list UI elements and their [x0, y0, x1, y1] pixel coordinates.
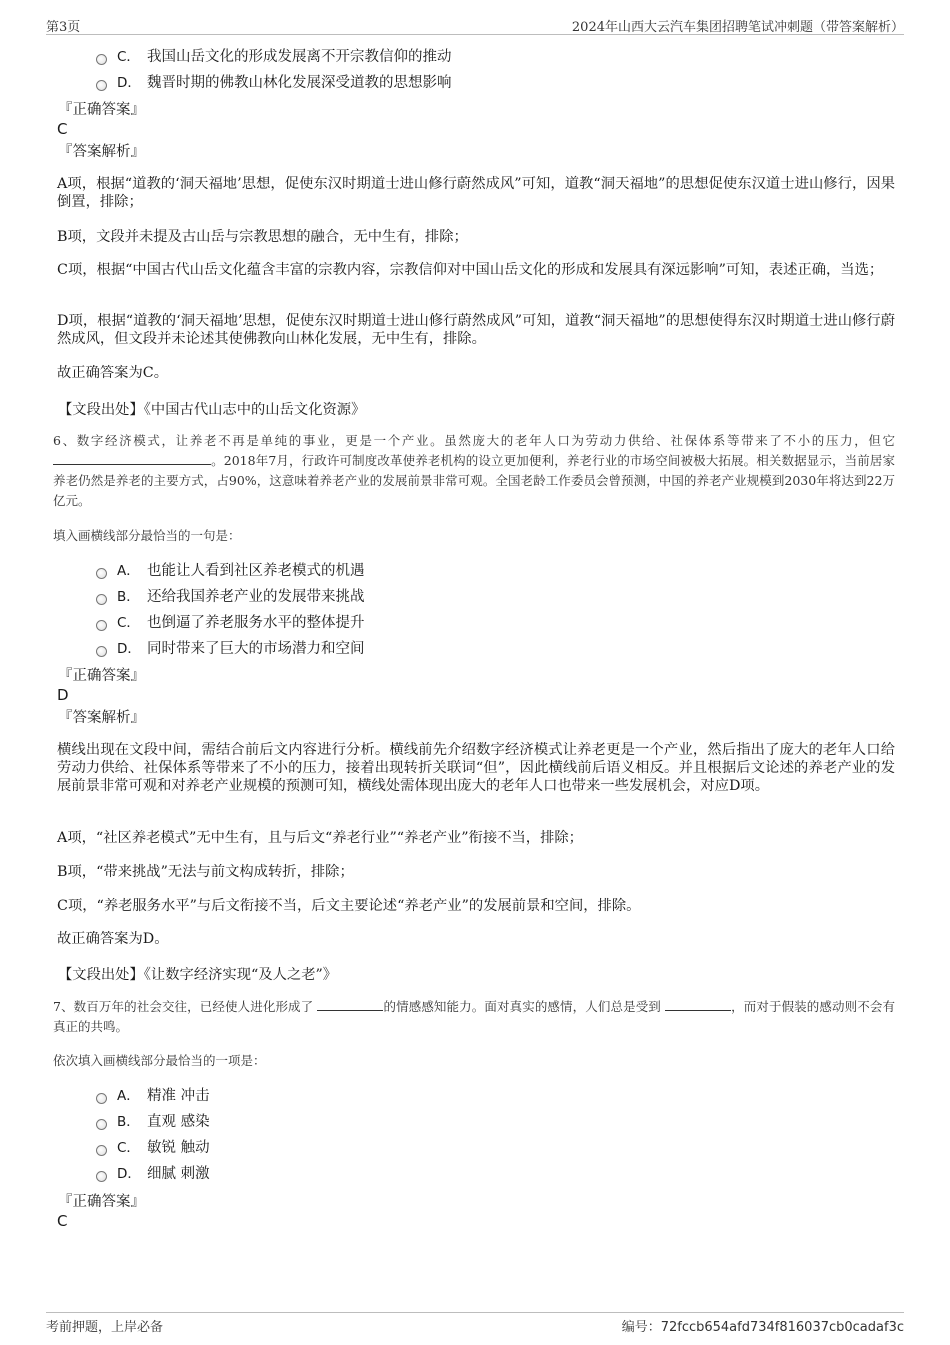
blank-line: [53, 452, 211, 465]
q6-option-a[interactable]: A． 也能让人看到社区养老模式的机遇: [96, 561, 365, 581]
q5-answer-label: 『正确答案』: [58, 102, 145, 118]
q6-analysis-label: 『答案解析』: [58, 710, 145, 726]
q5-analysis-c: C项，根据“中国古代山岳文化蕴含丰富的宗教内容，宗教信仰对中国山岳文化的形成和发展具有深远影响”可知，表述正确，当选；: [57, 262, 884, 278]
q7-option-b[interactable]: B． 直观 感染: [96, 1112, 210, 1132]
q7-answer-label: 『正确答案』: [58, 1194, 145, 1210]
q5-option-d[interactable]: D． 魏晋时期的佛教山林化发展深受道教的思想影响: [96, 73, 452, 93]
q6-analysis-b: B项，“带来挑战”无法与前文构成转折，排除；: [57, 864, 354, 880]
page-number: 第3页: [46, 20, 81, 35]
q6-conclusion: 故正确答案为D。: [57, 931, 169, 947]
radio-icon[interactable]: [96, 1171, 107, 1182]
q5-conclusion: 故正确答案为C。: [57, 365, 169, 381]
page-footer: [46, 1312, 904, 1337]
q7-option-d[interactable]: D． 细腻 刺激: [96, 1164, 210, 1184]
q5-source: 【文段出处】《中国古代山志中的山岳文化资源》: [58, 402, 366, 418]
q5-analysis-b: B项，文段并未提及古山岳与宗教思想的融合，无中生有，排除；: [57, 229, 468, 245]
blank-line: [317, 998, 383, 1011]
q6-answer-label: 『正确答案』: [58, 668, 145, 684]
radio-icon[interactable]: [96, 1093, 107, 1104]
q6-analysis-main: 横线出现在文段中间，需结合前后文内容进行分析。横线前先介绍数字经济模式让养老更是一个产业，然后指出了庞大的老年人口给劳动力供给、社保体系等带来了不小的压力，接着出现转折关联词“但”，因此横线前后语义相反。并且根据后文论述的养老产业的发展前景非常可观和对养老产业规模的预测可知，横线处需体现出庞大的老年人口也带来一些发展机会，对应D项。: [57, 742, 895, 794]
q5-analysis-label: 『答案解析』: [58, 144, 145, 160]
radio-icon[interactable]: [96, 1119, 107, 1130]
radio-icon[interactable]: [96, 646, 107, 657]
q6-answer: D: [57, 686, 69, 704]
radio-icon[interactable]: [96, 620, 107, 631]
q6-prompt: 填入画横线部分最恰当的一句是：: [53, 528, 241, 543]
q5-option-c[interactable]: C． 我国山岳文化的形成发展离不开宗教信仰的推动: [96, 47, 452, 67]
q5-analysis-a: A项，根据“道教的‘洞天福地’思想，促使东汉时期道士进山修行蔚然成风”可知，道教“洞天福地”的思想促使东汉道士进山修行，因果倒置，排除；: [57, 176, 895, 210]
radio-icon[interactable]: [96, 594, 107, 605]
radio-icon[interactable]: [96, 568, 107, 579]
q5-analysis-d: D项，根据“道教的‘洞天福地’思想，促使东汉时期道士进山修行蔚然成风”可知，道教“洞天福地”的思想使得东汉时期道士进山修行蔚然成风，但文段并未论述其使佛教向山林化发展，无中生有，排除。: [57, 313, 895, 347]
document-title: 2024年山西大云汽车集团招聘笔试冲刺题（带答案解析）: [571, 20, 904, 35]
document-code: 编号：72fccb654afd734f816037cb0cadaf3c: [621, 1320, 904, 1335]
q6-stem: 6、数字经济模式，让养老不再是单纯的事业，更是一个产业。虽然庞大的老年人口为劳动力供给、社保体系等带来了不小的压力，但它。2018年7月，行政许可制度改革使养老机构的设立更加便利，养老行业的市场空间被极大拓展。相关数据显示，当前居家养老仍然是养老的主要方式，占90%，这意味着养老产业的发展前景非常可观。全国老龄工作委员会曾预测，中国的养老产业规模到2030年将达到22万亿元。: [53, 433, 895, 508]
blank-line: [665, 998, 731, 1011]
page-header: [46, 14, 904, 35]
q7-prompt: 依次填入画横线部分最恰当的一项是：: [53, 1053, 266, 1068]
q6-option-d[interactable]: D． 同时带来了巨大的市场潜力和空间: [96, 639, 365, 659]
q6-analysis-a: A项，“社区养老模式”无中生有，且与后文“养老行业”“养老产业”衔接不当，排除；: [57, 830, 583, 846]
q7-option-a[interactable]: A． 精准 冲击: [96, 1086, 210, 1106]
q5-answer: C: [57, 120, 68, 138]
q6-source: 【文段出处】《让数字经济实现“及人之老”》: [58, 967, 338, 983]
radio-icon[interactable]: [96, 80, 107, 91]
q6-analysis-c: C项，“养老服务水平”与后文衔接不当，后文主要论述“养老产业”的发展前景和空间，排除。: [57, 898, 641, 914]
q7-answer: C: [57, 1212, 68, 1230]
q7-option-c[interactable]: C． 敏锐 触动: [96, 1138, 210, 1158]
footer-slogan: 考前押题，上岸必备: [46, 1320, 164, 1335]
q7-stem: 7、数百万年的社会交往，已经使人进化形成了 的情感感知能力。面对真实的感情，人们总是受到 ，而对于假装的感动则不会有真正的共鸣。: [53, 999, 895, 1034]
radio-icon[interactable]: [96, 54, 107, 65]
q6-option-c[interactable]: C． 也倒逼了养老服务水平的整体提升: [96, 613, 365, 633]
q6-option-b[interactable]: B． 还给我国养老产业的发展带来挑战: [96, 587, 365, 607]
radio-icon[interactable]: [96, 1145, 107, 1156]
